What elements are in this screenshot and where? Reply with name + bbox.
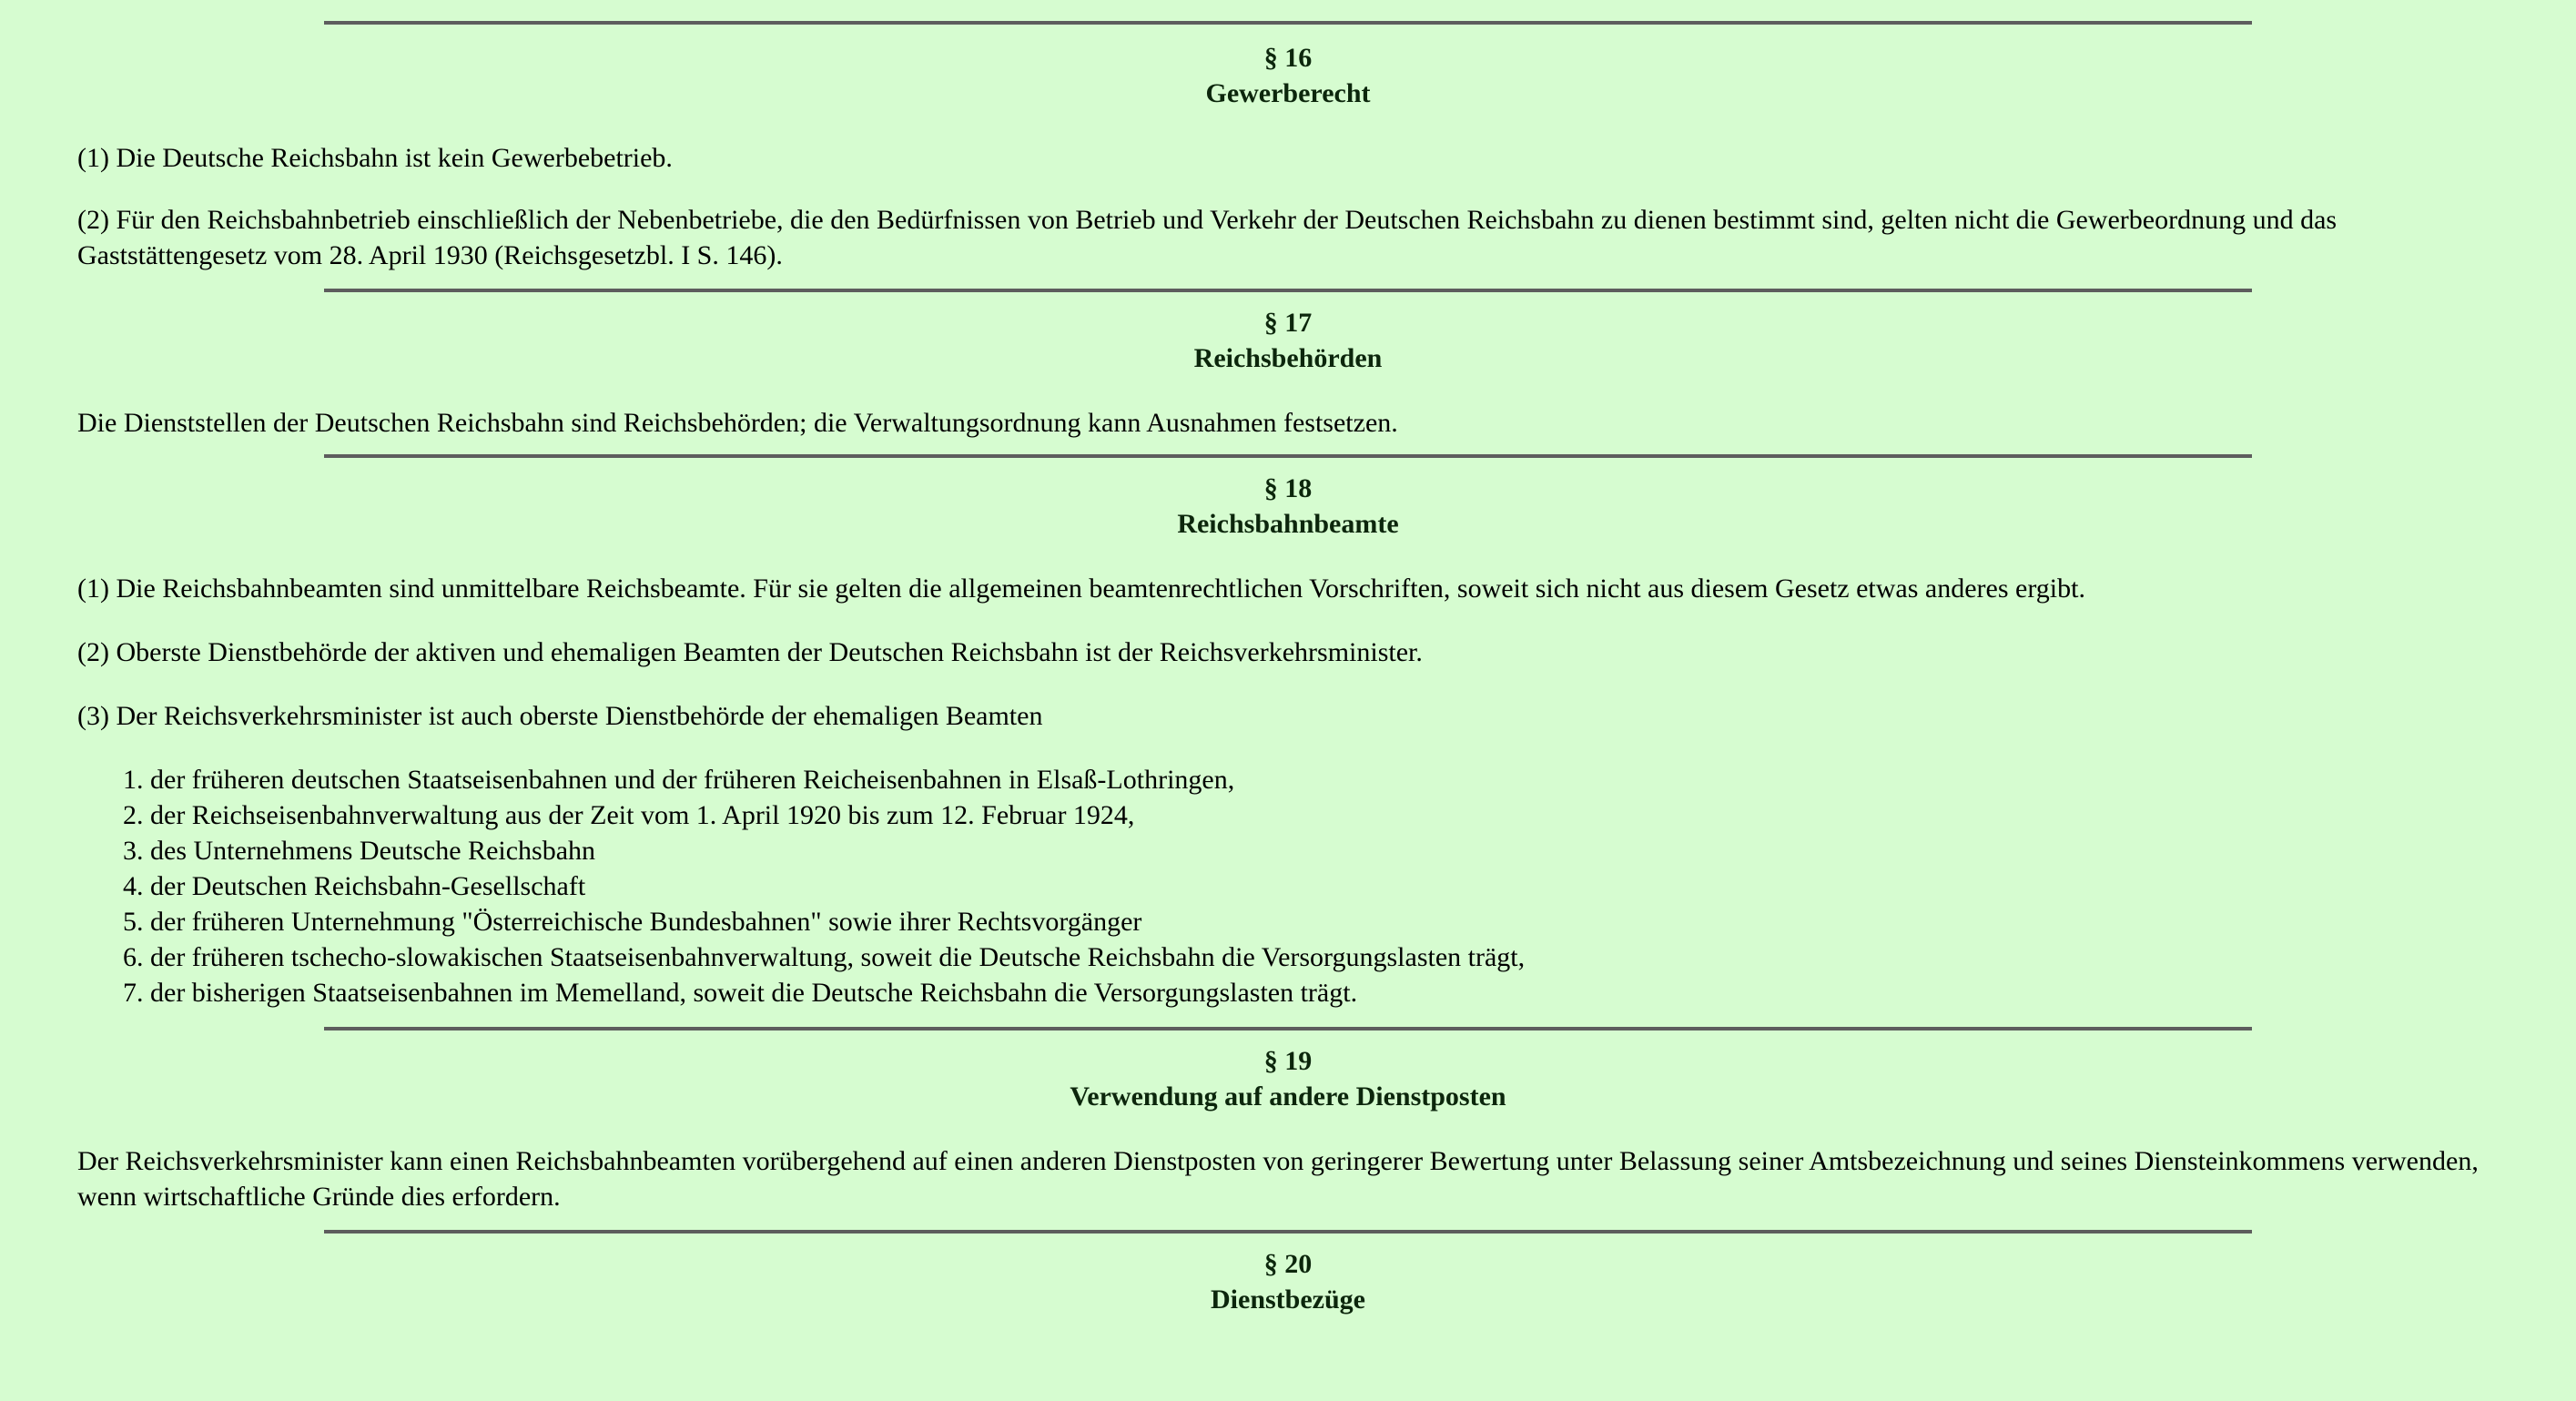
section-19 [77,1027,2499,1214]
section-16 [77,21,2499,273]
list-item: 5. der früheren Unternehmung "Österreichische Bundesbahnen" sowie ihrer Rechtsvorgänger [150,904,2499,939]
section-heading [77,305,2499,376]
list-item: 3. des Unternehmens Deutsche Reichsbahn [150,833,2499,868]
section-divider [324,289,2252,292]
list-item: 4. der Deutschen Reichsbahn-Gesellschaft [150,868,2499,904]
list-item: 1. der früheren deutschen Staatseisenbahnen und der früheren Reicheisenbahnen in Elsaß-Lothringen, [150,762,2499,797]
law-document [0,21,2576,1401]
section-heading [77,1043,2499,1114]
section-title: Reichsbahnbeamte [1177,509,1399,539]
section-paragraph: (3) Der Reichsverkehrsminister ist auch oberste Dienstbehörde der ehemaligen Beamten [77,701,1043,731]
section-paragraph: (1) Die Deutsche Reichsbahn ist kein Gewerbebetrieb. [77,143,673,173]
section-number: § 20 [1263,1249,1313,1279]
section-divider [324,21,2252,25]
section-heading [77,471,2499,542]
list-item: 2. der Reichseisenbahnverwaltung aus der Zeit vom 1. April 1920 bis zum 12. Februar 1924, [150,797,2499,833]
section-paragraph: Die Dienststellen der Deutschen Reichsbahn sind Reichsbehörden; die Verwaltungsordnung kann Ausnahmen festsetzen. [77,408,1398,438]
section-title: Reichsbehörden [1193,343,1383,373]
section-title: Verwendung auf andere Dienstposten [1070,1081,1506,1112]
section-17 [77,289,2499,441]
ordered-list [77,762,2499,1010]
list-item: 7. der bisherigen Staatseisenbahnen im Memelland, soweit die Deutsche Reichsbahn die Versorgungslasten trägt. [150,975,2499,1010]
section-heading [77,40,2499,111]
section-divider [324,454,2252,458]
section-paragraph: (1) Die Reichsbahnbeamten sind unmittelbare Reichsbeamte. Für sie gelten die allgemeinen beamtenrechtlichen Vorschriften, soweit sich nicht aus diesem Gesetz etwas anderes ergibt. [77,574,2085,604]
section-18 [77,454,2499,1010]
section-paragraph: (2) Oberste Dienstbehörde der aktiven und ehemaligen Beamten der Deutschen Reichsbahn ist der Reichsverkehrsminister. [77,637,1423,667]
section-title: Dienstbezüge [1211,1284,1365,1315]
section-number: § 19 [1263,1046,1313,1076]
section-number: § 18 [1263,473,1313,503]
section-heading [77,1246,2499,1317]
section-paragraph: Der Reichsverkehrsminister kann einen Reichsbahnbeamten vorübergehend auf einen anderen Dienstposten von geringerer Bewertung unter Belassung seiner Amtsbezeichnung und seines Diensteinkommens verwenden, wenn wirtschaftliche Gründe dies erfordern. [77,1146,2479,1212]
section-divider [324,1230,2252,1233]
section-divider [324,1027,2252,1030]
section-20 [77,1230,2499,1317]
section-number: § 16 [1263,43,1313,73]
section-number: § 17 [1263,308,1313,338]
list-item: 6. der früheren tschecho-slowakischen Staatseisenbahnverwaltung, soweit die Deutsche Reichsbahn die Versorgungslasten trägt, [150,939,2499,975]
section-title: Gewerberecht [1205,78,1371,108]
section-paragraph: (2) Für den Reichsbahnbetrieb einschließlich der Nebenbetriebe, die den Bedürfnissen von Betrieb und Verkehr der Deutschen Reichsbahn zu dienen bestimmt sind, gelten nicht die Gewerbeordnung und das Gaststättengesetz vom 28. April 1930 (Reichsgesetzbl. I S. 146). [77,205,2338,270]
